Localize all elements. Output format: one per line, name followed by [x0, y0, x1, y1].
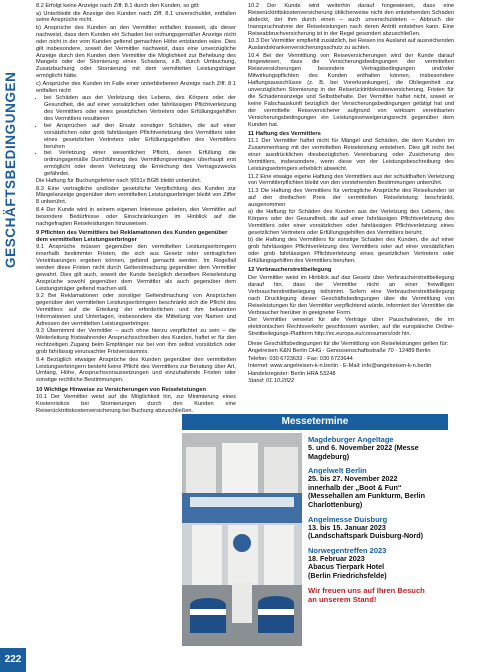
event-name: Angelwelt Berlin [308, 466, 367, 476]
contact-register: Handelsregister: Berlin HRA 53248 [248, 370, 336, 377]
event-detail: 18. Februar 2023 [308, 553, 365, 563]
contact-block [248, 341, 454, 385]
messe-box [182, 414, 448, 646]
paragraph: 10.1 Der Vermittler weist auf die Möglichkeit hin, zur Minimierung eines Kostenrisikos bei Stornierungen durch den Kunden eine Reiserücktrittskostenversicherung bei Buchung abzuschließen. [36, 394, 236, 414]
paragraph: 10.2 Der Kunde wird weiterhin darauf hingewiesen, dass eine Reiserücktrittskostenversicherung üblicherweise nicht den entstehenden Schaden abdeckt, der ihm durch einen – auch unverschuldeten – Abbruch der Inanspruchnahme der Reiseleistungen nach deren Antritt entstehen kann. Eine Reiseabbruchversicherung ist in der Regel gesondert abzuschließen. [248, 3, 454, 37]
paragraph: 8.4 Der Kunde wird in seinem eigenen Interesse gebeten, den Vermittler auf besondere Bedürfnisse oder Einschränkungen im Hinblick auf die nachgefragten Reiseleistungen hinzuweisen. [36, 206, 236, 227]
event-item [308, 546, 448, 581]
paragraph: 11.2 Eine etwaige eigene Haftung des Vermittlers aus der schuldhaften Verletzung von Vermittlerpflichten bleibt von den vorstehenden Bestimmungen unberührt. [248, 173, 454, 187]
section-title: GESCHÄFTSBEDINGUNGEN [3, 71, 18, 268]
paragraph: Der Vermittler verweist für alle Verträge über Pauschalreisen, die im elektronischen Rechtsverkehr geschlossen wurden, auf die europäische Online-Streitbeilegungs-Plattform http://ec.europa.eu/consumers/odr hin. [248, 317, 454, 337]
event-detail: (Messehallen am Funkturm, Berlin Charlottenburg) [308, 491, 426, 509]
section-heading: 12 Verbraucherstreitbeilegung [248, 267, 332, 274]
paragraph: 10.3 Der Vermittler empfiehlt zusätzlich, bei Reisen ins Ausland auf ausreichenden Auslandskrankenversicherungsschutz zu achten. [248, 38, 454, 52]
right-text-column [248, 3, 454, 386]
visit-invitation: Wir freuen uns auf Ihren Besuch [308, 585, 425, 595]
bullet-item: • bei Schäden aus der Verletzung des Lebens, des Körpers oder der Gesundheit, die auf einer vorsätzlichen oder fahrlässigen Pflichtverletzung des Vermittlers oder eines gesetzlichen Vertreters oder Erfüllungsgehilfen des Vermittlers resultieren [44, 95, 236, 123]
paragraph: 9.4 Bezüglich etwaiger Ansprüche des Kunden gegenüber den vermittelten Leistungserbringern besteht keine Pflicht des Vermittlers zur Beratung über Art, Umfang, Höhe, Anspruchsvoraussetzungen und einzuhaltende Fristen oder sonstige rechtliche Bestimmungen. [36, 356, 236, 384]
event-item [308, 515, 448, 541]
paragraph: a) die Haftung für Schäden des Kunden aus der Verletzung des Lebens, des Körpers oder der Gesundheit, die auf einer fahrlässigen Pflichtverletzung des Vermittlers oder einer vorsätzlichen oder fahrlässigen Pflichtverletzung eines gesetzlichen Vertreters oder Erfüllungsgehilfen des Vermittlers beruht; [248, 209, 454, 236]
paragraph: 11.3 Die Haftung des Vermittlers für vertragliche Ansprüche des Reisekunden ist auf den dreifachen Preis der vermittelten Reiseleistung beschränkt, ausgenommen [248, 187, 454, 208]
event-detail: 5. und 6. November 2022 (Messe Magdeburg) [308, 443, 419, 461]
paragraph: 8.3 Eine vertragliche und/oder gesetzliche Verpflichtung des Kunden zur Mängelanzeige gegenüber dem vermittelten Leistungserbringer bleibt von Ziffer 8 unberührt. [36, 185, 236, 206]
trade-fair-stand-photo [182, 433, 302, 646]
bullet-list [36, 95, 236, 178]
messe-title: Messetermine [182, 414, 448, 430]
paragraph: 9.1 Ansprüche müssen gegenüber den vermittelten Leistungserbringern innerhalb bestimmter Fristen, die sich aus Gesetz oder vertraglichen Vereinbarungen ergeben können, geltend gemacht werden. Im Regelfall werden diese Fristen nicht durch Geltendmachung gegenüber dem Vermittler gewahrt. Dies gilt auch, soweit der Kunde bezüglich derselben Reiseleistung Ansprüche sowohl gegenüber dem Vermittler als auch gegenüber dem Leistungsträger geltend machen will. [36, 244, 236, 292]
paragraph: 9.2 Bei Reklamationen oder sonstiger Geltendmachung von Ansprüchen gegenüber den vermittelten Leistungserbringern beschränkt sich die Pflicht des Vermittlers auf die Erteilung der erforderlichen und ihm bekannten Informationen und Unterlagen, insbesondere die Mitteilung von Namen und Adressen der vermittelten Leistungserbringer. [36, 293, 236, 327]
contact-phone: Telefon: 030 6723633 · Fax: 030 6723644 [248, 355, 353, 362]
event-name: Norwegentreffen 2023 [308, 545, 387, 555]
section-heading: 10 Wichtige Hinweise zu Versicherungen von Reiseleistungen [36, 386, 207, 393]
event-list [308, 435, 448, 604]
right-text-body [248, 3, 454, 338]
paragraph: b) die Haftung des Vermittlers für sonstige Schäden des Kunden, die auf einer grob fahrlässigen Pflichtverletzung des Vermittlers oder auf einer vorsätzlichen oder grob fahrlässigen Pflichtverletzung eines gesetzlichen Vertreters oder Erfüllungsgehilfen des Vermittlers beruhen. [248, 237, 454, 265]
paragraph: 10.4 Bei der Vermittlung von Reiseversicherungen wird der Kunde darauf hingewiesen, dass die Versicherungsbedingungen der vermittelten Reiseversicherungen besondere Vertragsbedingungen und/oder Mitwirkungspflichten des Kunden enthalten können, insbesondere Haftungsausschlüsse (z. B. bei Vorerkrankungen), die Obliegenheit zur unverzüglichen Stornierung in der Reiserücktrittskostenversicherung, Fristen für die Schadensanzeige und Selbstbehalte. Der Vermittler haftet nicht, soweit er keine Falschauskunft bezüglich der Versicherungsbedingungen getätigt hat und der vermittelte Reiseversicherer aufgrund von wirksam vereinbarten Versicherungsbedingungen ein Leistungsverweigerungsrecht gegenüber dem Kunden hat. [248, 52, 454, 128]
section-heading: 9 Pflichten des Vermittlers bei Reklamationen des Kunden gegenüber dem vermittelten Leistungserbringer [36, 229, 228, 243]
visit-invitation: an unserem Stand! [308, 594, 377, 604]
paragraph: a) Unterbleibt die Anzeige des Kunden nach Ziff. 8.1 unverschuldet, entfallen seine Ansprüche nicht. [36, 10, 236, 24]
section-heading: 11 Haftung des Vermittlers [248, 130, 321, 137]
contact-company: Angelreisen K&N Berlin OHG · Genossenschaftsstraße 70 · 12489 Berlin [248, 348, 431, 355]
event-item [308, 466, 448, 509]
event-detail: (Landschaftspark Duisburg-Nord) [308, 531, 424, 541]
page-number-box [0, 648, 26, 672]
left-text-column [36, 3, 236, 415]
event-name: Magdeburger Angeltage [308, 435, 394, 444]
bullet-item: • bei Ansprüchen auf den Ersatz sonstiger Schäden, die auf einer vorsätzlichen oder grob fahrlässigen Pflichtverletzung des Vermittlers oder eines gesetzlichen Vertreters oder Erfüllungsgehilfen des Vermittlers beruhen [44, 123, 236, 151]
event-item [308, 435, 448, 461]
paragraph: Der Vermittler weist im Hinblick auf das Gesetz über Verbraucherstreitbeilegung darauf hin, dass der Vermittler nicht an einer freiwilligen Verbraucherstreitbeilegung teilnimmt. Sofern eine Verbraucherstreitbeilegung nach Drucklegung dieser Geschäftsbedingungen über die Vermittlung von Reiseleistungen für den Vermittler verpflichtend würde, informiert der Vermittler die Verbraucher hierüber in geeigneter Form. [248, 274, 454, 316]
contact-stand: Stand: 01.10.2022 [248, 378, 295, 385]
paragraph: b) Ansprüche des Kunden an den Vermittler entfallen insoweit, als dieser nachweist, dass dem Kunden ein Schaden bei ordnungsgemäßer Anzeige nicht oder nicht in der vom Kunden geltend gemachten Höhe entstanden wäre. Dies gilt insbesondere, soweit der Vermittler nachweist, dass eine unverzügliche Anzeige durch den Kunden dem Vermittler die Möglichkeit zur Behebung des Mangels oder der Stornierung eines Schadens, z.B. durch Umbuchung, Zusatzbuchung oder Stornierung mit dem vermittelten Leistungsträger ermöglicht hätte. [36, 24, 236, 80]
paragraph: 9.3 Übernimmt der Vermittler – auch ohne hierzu verpflichtet zu sein – die Weiterleitung fristwahrender Anspruchsschreiben des Kunden, haftet er für den rechtzeitigen Zugang beim Empfänger nur bei von ihm selbst vorsätzlich oder grob fahrlässig verursachter Fristversäumnis. [36, 328, 236, 356]
paragraph: Die Haftung für Buchungsfehler nach §651x BGB bleibt unberührt. [36, 178, 202, 185]
contact-web[interactable]: Internet: www.angelreisen-k-n.berlin · E-Mail: info@angelreisen-k-n.berlin [248, 363, 432, 370]
event-detail: (Berlin Friedrichsfelde) [308, 570, 387, 580]
event-detail: 13. bis 15. Januar 2023 [308, 522, 386, 532]
paragraph: c) Ansprüche des Kunden im Falle einer unterbliebenen Anzeige nach Ziff. 8.1 entfallen nicht [36, 80, 236, 94]
event-detail: Abacus Tierpark Hotel [308, 562, 385, 572]
paragraph: 8.2 Erfolgt keine Anzeige nach Ziff. 8.1 durch den Kunden, so gilt: [36, 3, 200, 9]
event-name: Angelmesse Duisburg [308, 514, 388, 524]
contact-intro: Diese Geschäftsbedingungen für die Vermittlung von Reiseleistungen gelten für: [248, 340, 449, 347]
bullet-item: • bei Verletzung einer wesentlichen Pflicht, deren Erfüllung die ordnungsgemäße Durchführung des Vermittlungsvertrages überhaupt erst ermöglicht oder deren Verletzung die Erreichung des Vertragszwecks gefährdet. [44, 150, 236, 178]
event-detail: 25. bis 27. November 2022 [308, 474, 398, 484]
paragraph: 11.1 Der Vermittler haftet nicht für Mängel und Schäden, die dem Kunden im Zusammenhang mit der vermittelten Reiseleistung entstehen. Dies gilt nicht bei einer ausdrücklichen diesbezüglichen Vereinbarung oder Zusicherung des Vermittlers, insbesondere, wenn diese von der Leistungsbeschreibung des Leistungserbringers erheblich abweicht. [248, 138, 454, 173]
page-number: 222 [4, 654, 22, 665]
event-detail: innerhalb der „Boot & Fun“ [308, 482, 402, 492]
sidebar [0, 0, 26, 672]
